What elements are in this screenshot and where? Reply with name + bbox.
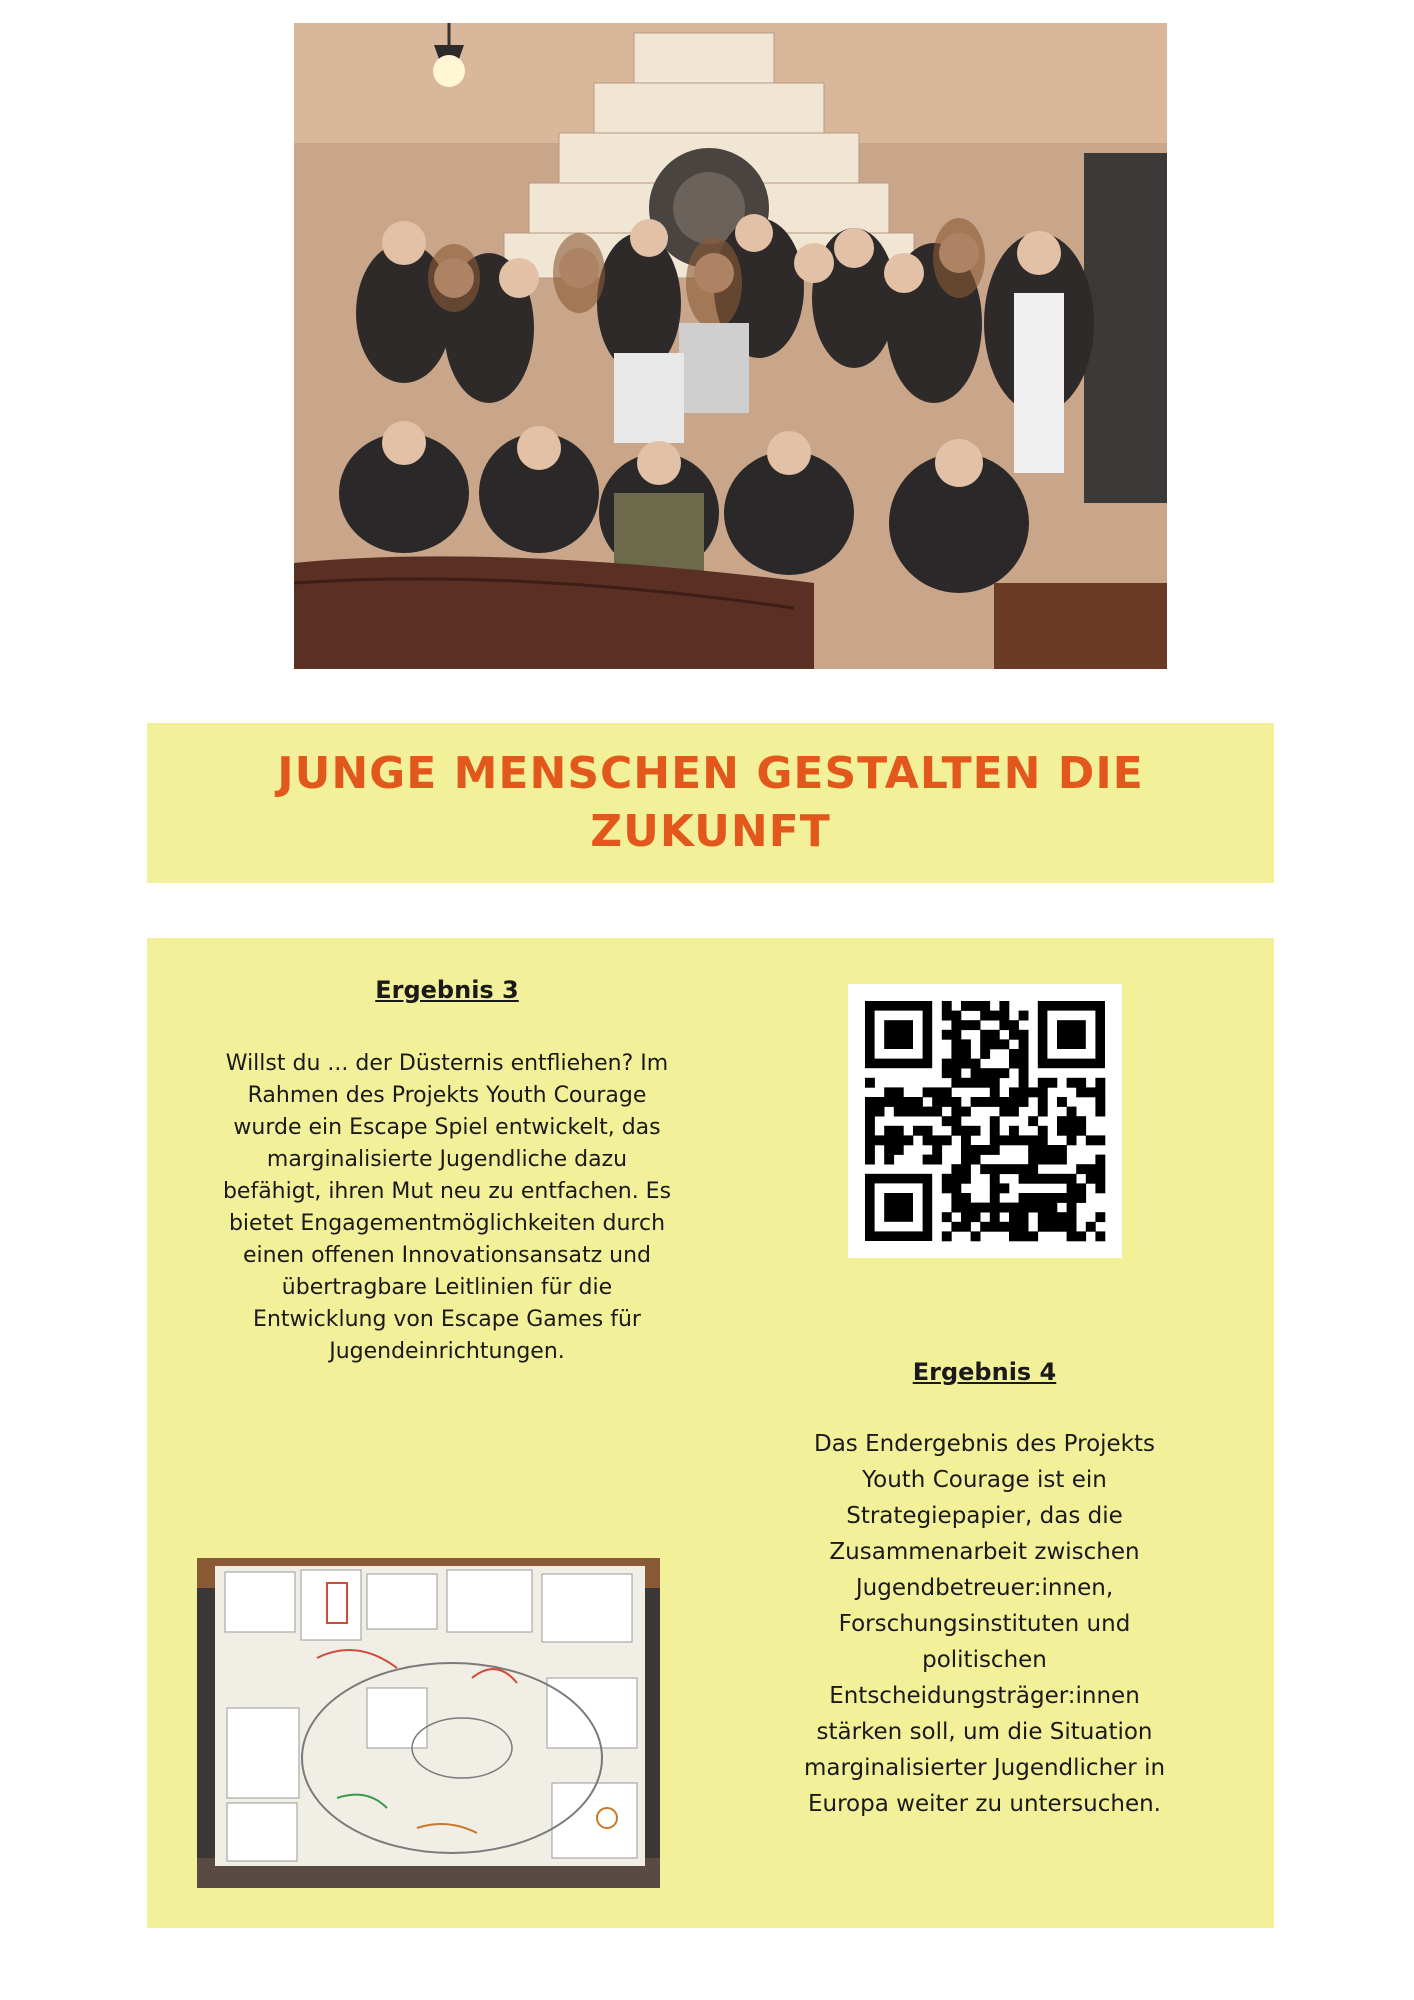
content-panel xyxy=(147,938,1274,1928)
result-4-text: Das Endergebnis des Projekts Youth Courage ist ein Strategiepapier, das die Zusammenarbeit zwischen Jugendbetreuer:innen, Forschungsinstituten und politischen Entscheidungsträger:innen stärken soll, um die Situation marginalisierter Jugendlicher in Europa weiter zu untersuchen. xyxy=(803,1431,1166,1817)
result-4-heading: Ergebnis 4 xyxy=(912,1358,1057,1386)
result-3-heading: Ergebnis 3 xyxy=(375,976,519,1004)
result-3-text: Willst du ... der Düsternis entfliehen? Im Rahmen des Projekts Youth Courage wurde ein Escape Spiel entwickelt, das marginalisierte Jugendliche dazu befähigt, ihren Mut neu zu entfachen. Es bietet Engagementmöglichkeiten durch einen offenen Innovationsansatz und übertragbare Leitlinien für die Entwicklung von Escape Games für Jugendeinrichtungen. xyxy=(222,1051,672,1364)
page-title: JUNGE MENSCHEN GESTALTEN DIE ZUKUNFT xyxy=(277,748,1144,857)
title-banner xyxy=(147,723,1274,883)
escape-game-sketch-photo xyxy=(197,1558,660,1888)
qr-code[interactable] xyxy=(848,984,1122,1258)
group-photo xyxy=(294,23,1167,669)
